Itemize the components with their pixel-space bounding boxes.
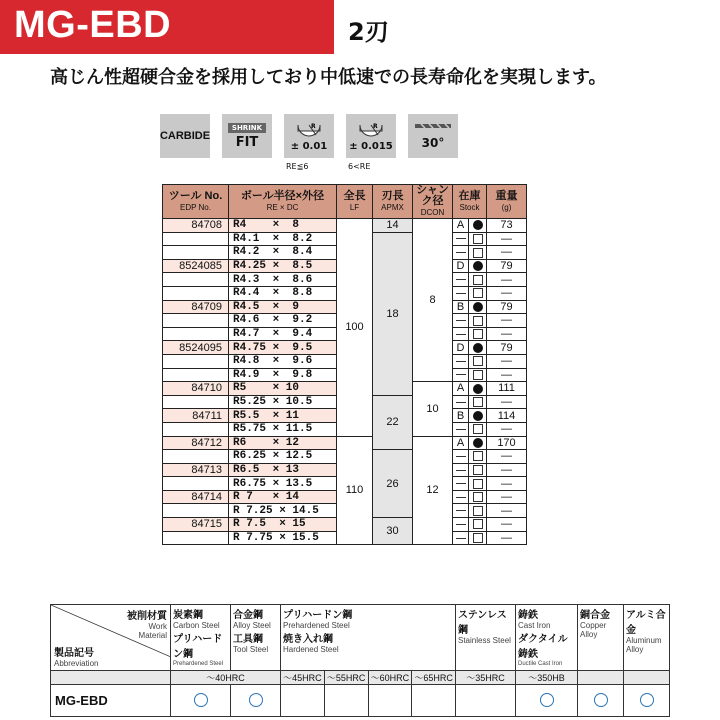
weight-cell: — <box>487 518 527 532</box>
stock-box-icon <box>473 288 483 298</box>
radius-diameter-cell: R6.5 × 13 <box>229 463 337 477</box>
radius-diameter-cell: R4.25 × 8.5 <box>229 259 337 273</box>
suit-55hrc <box>324 685 368 717</box>
edp-cell: 84711 <box>163 409 229 423</box>
radius-diameter-cell: R6.25 × 12.5 <box>229 450 337 464</box>
stainless-steel-header: ステンレス鋼 Stainless Steel <box>456 605 516 671</box>
stock-box-icon <box>473 329 483 339</box>
hardness-55hrc: ～55HRC <box>324 671 368 685</box>
stock-status-cell <box>469 422 487 436</box>
suit-stainless <box>456 685 516 717</box>
material-table <box>50 604 670 717</box>
stock-class-cell <box>453 314 469 328</box>
stock-status-cell <box>469 286 487 300</box>
weight-cell: — <box>487 450 527 464</box>
aluminum-alloy-header: アルミ合金 Aluminum Alloy <box>624 605 670 671</box>
edp-cell <box>163 314 229 328</box>
edp-cell <box>163 477 229 491</box>
header-redc: ボール半径×外径 RE × DC <box>229 185 337 219</box>
dcon-cell: 10 <box>413 382 453 436</box>
weight-cell: — <box>487 490 527 504</box>
tolerance-badge-2: R ± 0.015 <box>346 114 396 158</box>
apmx-cell: 18 <box>373 232 413 395</box>
hardness-blank <box>624 671 670 685</box>
edp-cell <box>163 246 229 260</box>
header-edp: ツール No. EDP No. <box>163 185 229 219</box>
suit-alloy <box>231 685 281 717</box>
weight-cell: — <box>487 395 527 409</box>
edp-cell: 84709 <box>163 300 229 314</box>
radius-diameter-cell: R 7.75 × 15.5 <box>229 531 337 545</box>
weight-cell: — <box>487 246 527 260</box>
dcon-cell: 12 <box>413 436 453 545</box>
edp-cell: 84713 <box>163 463 229 477</box>
suitable-circle-icon <box>194 693 208 707</box>
stock-class-cell <box>453 463 469 477</box>
radius-diameter-cell: R4.7 × 9.4 <box>229 327 337 341</box>
helix-stripes-icon <box>415 122 451 136</box>
stock-class-cell <box>453 368 469 382</box>
apmx-cell: 30 <box>373 518 413 545</box>
radius-diameter-cell: R5 × 10 <box>229 382 337 396</box>
stock-class-cell <box>453 422 469 436</box>
weight-cell: — <box>487 232 527 246</box>
radius-diameter-cell: R4.5 × 9 <box>229 300 337 314</box>
weight-cell: — <box>487 477 527 491</box>
hardness-45hrc: ～45HRC <box>281 671 325 685</box>
edp-cell <box>163 327 229 341</box>
tolerance-note-2: 6<RE <box>348 162 371 171</box>
edp-cell <box>163 531 229 545</box>
stock-class-cell <box>453 477 469 491</box>
stock-status-cell <box>469 504 487 518</box>
edp-cell <box>163 422 229 436</box>
radius-diameter-cell: R5.5 × 11 <box>229 409 337 423</box>
radius-diameter-cell: R5.25 × 10.5 <box>229 395 337 409</box>
in-stock-dot-icon <box>473 411 483 421</box>
hardness-65hrc: ～65HRC <box>412 671 456 685</box>
product-title: MG-EBD <box>14 4 172 46</box>
hardness-row <box>51 671 670 685</box>
apmx-cell: 26 <box>373 450 413 518</box>
stock-class-cell: D <box>453 259 469 273</box>
edp-cell: 8524095 <box>163 341 229 355</box>
stock-class-cell <box>453 395 469 409</box>
stock-status-cell <box>469 354 487 368</box>
edp-cell <box>163 368 229 382</box>
stock-status-cell <box>469 273 487 287</box>
table-row <box>163 219 527 233</box>
radius-diameter-cell: R4.3 × 8.6 <box>229 273 337 287</box>
stock-class-cell <box>453 531 469 545</box>
suitable-circle-icon <box>640 693 654 707</box>
flute-count: 2刃 <box>348 18 389 46</box>
weight-cell: 111 <box>487 382 527 396</box>
edp-cell <box>163 232 229 246</box>
helix-angle-badge: 30° <box>408 114 458 158</box>
weight-cell: — <box>487 422 527 436</box>
lf-cell: 110 <box>337 436 373 545</box>
dcon-cell: 8 <box>413 219 453 382</box>
alloy-steel-header: 合金鋼 Alloy Steel 工具鋼 Tool Steel <box>231 605 281 671</box>
suit-copper <box>578 685 624 717</box>
edp-cell: 84714 <box>163 490 229 504</box>
table-row <box>163 436 527 450</box>
edp-cell: 84710 <box>163 382 229 396</box>
lf-cell: 100 <box>337 219 373 437</box>
stock-status-cell <box>469 490 487 504</box>
stock-status-cell <box>469 450 487 464</box>
edp-cell <box>163 286 229 300</box>
stock-status-cell <box>469 477 487 491</box>
radius-diameter-cell: R4.2 × 8.4 <box>229 246 337 260</box>
stock-box-icon <box>473 519 483 529</box>
stock-box-icon <box>473 316 483 326</box>
weight-cell: 79 <box>487 300 527 314</box>
stock-status-cell <box>469 531 487 545</box>
stock-status-cell <box>469 368 487 382</box>
stock-class-cell: A <box>453 382 469 396</box>
weight-cell: — <box>487 286 527 300</box>
suit-45hrc <box>281 685 325 717</box>
stock-status-cell <box>469 463 487 477</box>
stock-class-cell: B <box>453 300 469 314</box>
weight-cell: 170 <box>487 436 527 450</box>
stock-class-cell <box>453 273 469 287</box>
weight-cell: — <box>487 354 527 368</box>
stock-status-cell <box>469 259 487 273</box>
cast-iron-header: 鋳鉄 Cast Iron ダクタイル鋳鉄 Ductile Cast Iron <box>516 605 578 671</box>
stock-class-cell: A <box>453 436 469 450</box>
carbon-steel-header: 炭素鋼 Carbon Steel プリハードン鋼 Prehardened Steel <box>171 605 231 671</box>
stock-class-cell <box>453 354 469 368</box>
edp-cell: 84708 <box>163 219 229 233</box>
radius-diameter-cell: R6.75 × 13.5 <box>229 477 337 491</box>
weight-cell: — <box>487 463 527 477</box>
edp-cell: 8524085 <box>163 259 229 273</box>
stock-box-icon <box>473 479 483 489</box>
stock-status-cell <box>469 409 487 423</box>
tolerance-note-1: RE≦6 <box>286 162 309 171</box>
header-stock: 在庫 Stock <box>453 185 487 219</box>
header-lf: 全長 LF <box>337 185 373 219</box>
radius-diameter-cell: R6 × 12 <box>229 436 337 450</box>
in-stock-dot-icon <box>473 384 483 394</box>
radius-diameter-cell: R4.9 × 9.8 <box>229 368 337 382</box>
weight-cell: — <box>487 327 527 341</box>
stock-box-icon <box>473 424 483 434</box>
hardness-blank <box>578 671 624 685</box>
radius-diameter-cell: R4.75 × 9.5 <box>229 341 337 355</box>
stock-box-icon <box>473 465 483 475</box>
weight-cell: — <box>487 531 527 545</box>
suit-60hrc <box>368 685 412 717</box>
stock-class-cell <box>453 327 469 341</box>
suit-aluminum <box>624 685 670 717</box>
weight-cell: 79 <box>487 341 527 355</box>
stock-status-cell <box>469 232 487 246</box>
radius-diameter-cell: R 7.25 × 14.5 <box>229 504 337 518</box>
stock-box-icon <box>473 234 483 244</box>
stock-status-cell <box>469 341 487 355</box>
tolerance-badge-1: R ± 0.01 <box>284 114 334 158</box>
product-code: MG-EBD <box>51 685 171 717</box>
spec-body <box>163 219 527 545</box>
edp-cell <box>163 450 229 464</box>
stock-class-cell <box>453 246 469 260</box>
product-description: 高じん性超硬合金を採用しており中低速での長寿命化を実現します。 <box>50 67 607 88</box>
hardness-350hb: ～350HB <box>516 671 578 685</box>
shrink-fit-badge: SHRINK FIT <box>222 114 272 158</box>
edp-cell <box>163 273 229 287</box>
radius-diameter-cell: R4.4 × 8.8 <box>229 286 337 300</box>
stock-status-cell <box>469 219 487 233</box>
stock-status-cell <box>469 300 487 314</box>
header-dcon: シャンク径 DCON <box>413 185 453 219</box>
stock-class-cell: D <box>453 341 469 355</box>
carbide-badge: CARBIDE <box>160 114 210 158</box>
weight-cell: — <box>487 273 527 287</box>
suit-cast <box>516 685 578 717</box>
stock-status-cell <box>469 395 487 409</box>
header-weight: 重量 (g) <box>487 185 527 219</box>
suitable-circle-icon <box>249 693 263 707</box>
stock-class-cell <box>453 504 469 518</box>
header-apmx: 刃長 APMX <box>373 185 413 219</box>
hardness-35hrc: ～35HRC <box>456 671 516 685</box>
radius-diameter-cell: R4 × 8 <box>229 219 337 233</box>
spec-table <box>162 184 527 545</box>
stock-class-cell <box>453 490 469 504</box>
stock-box-icon <box>473 506 483 516</box>
radius-diameter-cell: R 7.5 × 15 <box>229 518 337 532</box>
weight-cell: — <box>487 368 527 382</box>
weight-cell: — <box>487 314 527 328</box>
stock-box-icon <box>473 533 483 543</box>
radius-diameter-cell: R4.8 × 9.6 <box>229 354 337 368</box>
radius-diameter-cell: R5.75 × 11.5 <box>229 422 337 436</box>
stock-box-icon <box>473 397 483 407</box>
apmx-cell: 22 <box>373 395 413 449</box>
edp-cell <box>163 354 229 368</box>
edp-cell <box>163 395 229 409</box>
svg-text:R: R <box>373 122 378 130</box>
stock-class-cell <box>453 450 469 464</box>
stock-box-icon <box>473 356 483 366</box>
edp-cell: 84715 <box>163 518 229 532</box>
hardness-60hrc: ～60HRC <box>368 671 412 685</box>
suitable-circle-icon <box>594 693 608 707</box>
ball-radius-icon <box>356 121 386 141</box>
edp-cell <box>163 504 229 518</box>
radius-diameter-cell: R 7 × 14 <box>229 490 337 504</box>
stock-status-cell <box>469 382 487 396</box>
weight-cell: 114 <box>487 409 527 423</box>
suit-65hrc <box>412 685 456 717</box>
in-stock-dot-icon <box>473 220 483 230</box>
product-row <box>51 685 670 717</box>
in-stock-dot-icon <box>473 261 483 271</box>
hardness-40hrc: ～40HRC <box>171 671 281 685</box>
hardness-blank <box>51 671 171 685</box>
apmx-cell: 14 <box>373 219 413 233</box>
stock-box-icon <box>473 451 483 461</box>
stock-status-cell <box>469 246 487 260</box>
stock-class-cell <box>453 518 469 532</box>
stock-status-cell <box>469 518 487 532</box>
copper-alloy-header: 銅合金 Copper Alloy <box>578 605 624 671</box>
work-material-corner: 被削材質 Work Material 製品記号 Abbreviation <box>51 605 171 671</box>
stock-class-cell <box>453 232 469 246</box>
spec-header-row <box>163 185 527 219</box>
stock-class-cell: B <box>453 409 469 423</box>
stock-box-icon <box>473 248 483 258</box>
radius-diameter-cell: R4.6 × 9.2 <box>229 314 337 328</box>
ball-radius-icon <box>294 121 324 141</box>
stock-class-cell <box>453 286 469 300</box>
stock-status-cell <box>469 436 487 450</box>
radius-diameter-cell: R4.1 × 8.2 <box>229 232 337 246</box>
weight-cell: 73 <box>487 219 527 233</box>
weight-cell: 79 <box>487 259 527 273</box>
edp-cell: 84712 <box>163 436 229 450</box>
stock-status-cell <box>469 314 487 328</box>
stock-box-icon <box>473 492 483 502</box>
in-stock-dot-icon <box>473 302 483 312</box>
suitable-circle-icon <box>540 693 554 707</box>
prehardened-steel-header: プリハードン鋼 Prehardened Steel 焼き入れ鋼 Hardened Steel <box>281 605 456 671</box>
suit-carbon <box>171 685 231 717</box>
in-stock-dot-icon <box>473 343 483 353</box>
stock-status-cell <box>469 327 487 341</box>
in-stock-dot-icon <box>473 438 483 448</box>
stock-box-icon <box>473 370 483 380</box>
stock-box-icon <box>473 275 483 285</box>
stock-class-cell: A <box>453 219 469 233</box>
weight-cell: — <box>487 504 527 518</box>
svg-text:R: R <box>311 122 316 130</box>
